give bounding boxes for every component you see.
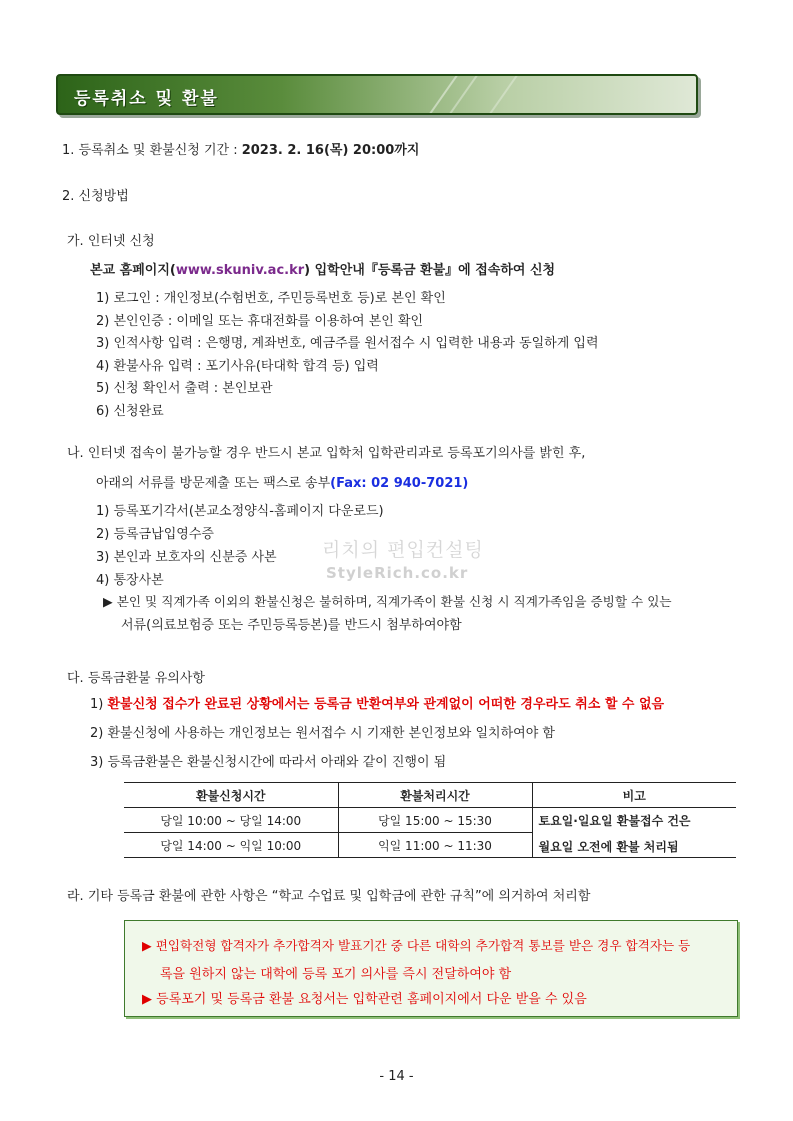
table-note-line2: 월요일 오전에 환불 처리됨 [538, 840, 679, 854]
section-title: 등록취소 및 환불 [74, 89, 219, 109]
notice-line1: ▶ 편입학전형 합격자가 추가합격자 발표기간 중 다른 대학의 추가합격 통보를 받은 경우 합격자는 등 [142, 938, 691, 953]
table-cell: 당일 10:00 ~ 당일 14:00 [124, 808, 338, 833]
page-number: - 14 - [379, 1069, 414, 1084]
caution-item-2: 2) 환불신청에 사용하는 개인정보는 원서접수 시 기재한 본인정보와 일치하여야 함 [90, 726, 555, 741]
step-item: 1) 로그인 : 개인정보(수험번호, 주민등록번호 등)로 본인 확인 [96, 291, 446, 306]
doc-item: 1) 등록포기각서(본교소정양식-홈페이지 다운로드) [96, 504, 384, 519]
section-1 [62, 139, 419, 158]
doc-item: 3) 본인과 보호자의 신분증 사본 [96, 550, 277, 565]
cancellation-warning: 환불신청 접수가 완료된 상황에서는 등록금 반환여부와 관계없이 어떠한 경우라도 취소 할 수 없음 [107, 697, 665, 712]
doc-item: 2) 등록금납입영수증 [96, 527, 214, 542]
notice-line3: ▶ 등록포기 및 등록금 환불 요청서는 입학관련 홈페이지에서 다운 받을 수 있음 [142, 992, 587, 1007]
table-note-line1: 토요일·일요일 환불접수 건은 [538, 814, 691, 828]
step-item: 4) 환불사유 입력 : 포기사유(타대학 합격 등) 입력 [96, 359, 379, 374]
notice-box [124, 920, 738, 1017]
table-cell: 익일 11:00 ~ 11:30 [338, 833, 532, 858]
table-cell: 당일 15:00 ~ 15:30 [338, 808, 532, 833]
doc-item: 4) 통장사본 [96, 573, 164, 588]
sub-na-note-line1: ▶ 본인 및 직계가족 이외의 환불신청은 불허하며, 직계가족이 환불 신청 시 직계가족임을 증빙할 수 있는 [103, 594, 672, 609]
refund-schedule-table [124, 782, 736, 858]
table-note-cell [532, 808, 736, 858]
table-header: 환불신청시간 [124, 783, 338, 808]
sub-ga-label: 가. 인터넷 신청 [67, 234, 155, 249]
fax-number: (Fax: 02 940-7021) [330, 476, 469, 491]
sub-na-line2 [96, 472, 468, 491]
sub-na-line2-text: 아래의 서류를 방문제출 또는 팩스로 송부 [96, 476, 331, 491]
deadline-text: 2023. 2. 16(목) 20:00까지 [241, 143, 420, 158]
table-cell: 당일 14:00 ~ 익일 10:00 [124, 833, 338, 858]
homepage-link[interactable]: www.skuniv.ac.kr [175, 263, 305, 278]
guide-suffix: ) 입학안내『등록금 환불』에 접속하여 신청 [304, 263, 556, 278]
step-item: 5) 신청 확인서 출력 : 본인보관 [96, 381, 273, 396]
caution-item-3: 3) 등록금환불은 환불신청시간에 따라서 아래와 같이 진행이 됨 [90, 755, 447, 770]
watermark-text: 리치의 편입컨설팅 [322, 539, 484, 561]
section-title-banner [56, 74, 698, 115]
section-1-label: 1. 등록취소 및 환불신청 기간 : [62, 143, 242, 158]
step-item: 3) 인적사항 입력 : 은행명, 계좌번호, 예금주를 원서접수 시 입력한 내용과 동일하게 입력 [96, 336, 599, 351]
table-row [124, 808, 736, 833]
step-item: 2) 본인인증 : 이메일 또는 휴대전화를 이용하여 본인 확인 [96, 314, 424, 329]
notice-line2: 록을 원하지 않는 대학에 등록 포기 의사를 즉시 전달하여야 함 [160, 967, 512, 982]
step-item: 6) 신청완료 [96, 404, 164, 419]
table-header: 환불처리시간 [338, 783, 532, 808]
sub-na-note-line2: 서류(의료보험증 또는 주민등록등본)를 반드시 첨부하여야함 [121, 618, 462, 633]
table-header: 비고 [532, 783, 736, 808]
caution-item-1-num: 1) [90, 697, 108, 712]
sub-da-label: 다. 등록금환불 유의사항 [67, 671, 205, 686]
sub-na-line1: 나. 인터넷 접속이 불가능할 경우 반드시 본교 입학처 입학관리과로 등록포기의사를 밝힌 후, [67, 446, 586, 461]
watermark-url: StyleRich.co.kr [326, 564, 469, 582]
sub-ra-label: 라. 기타 등록금 환불에 관한 사항은 “학교 수업료 및 입학금에 관한 규칙”에 의거하여 처리함 [67, 889, 591, 904]
section-2-label: 2. 신청방법 [62, 189, 129, 204]
guide-prefix: 본교 홈페이지( [90, 263, 176, 278]
table-header-row [124, 783, 736, 808]
homepage-guide [90, 259, 555, 278]
caution-item-1 [90, 693, 664, 712]
